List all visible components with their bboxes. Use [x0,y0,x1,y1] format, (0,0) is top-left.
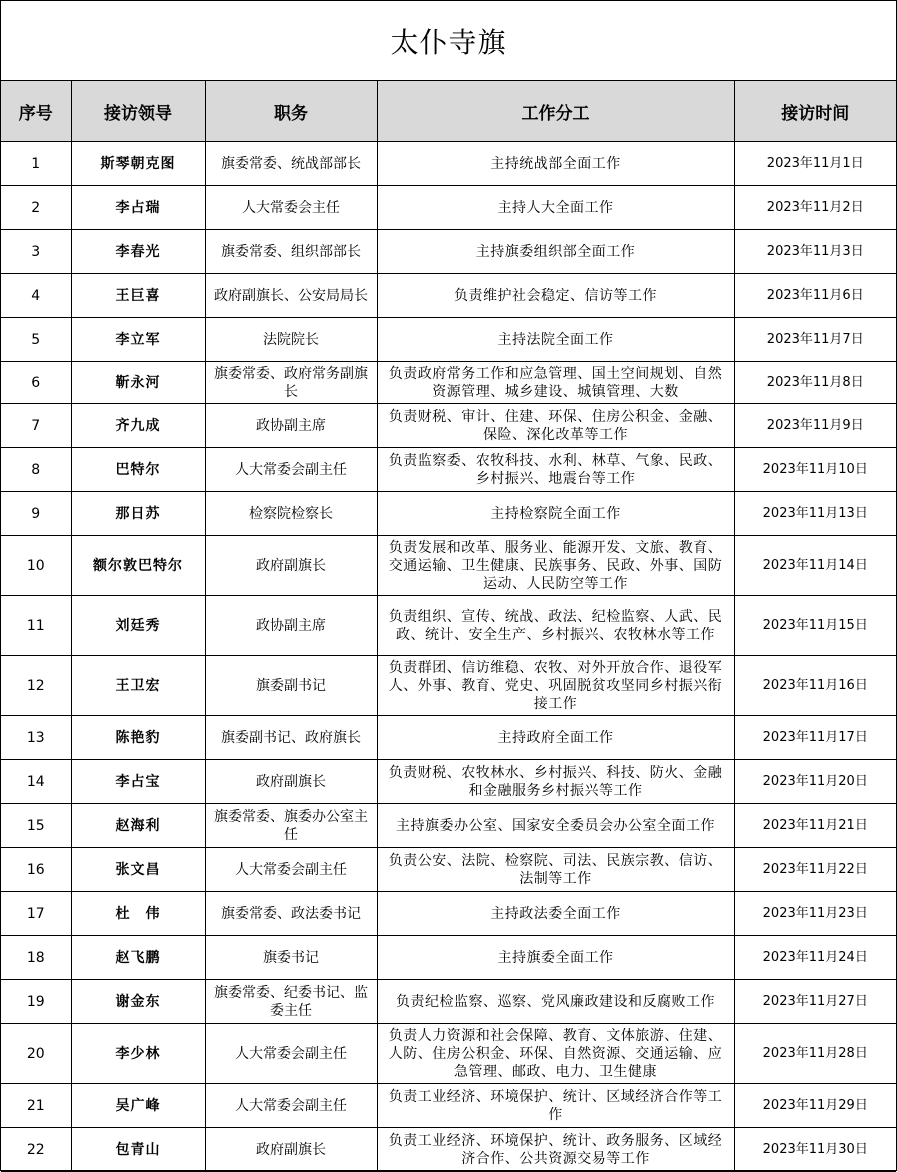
table-row [1,804,896,848]
leader-position: 政府副旗长 [205,760,377,804]
table-row [1,760,896,804]
row-number: 17 [1,892,71,936]
reception-date: 2023年11月9日 [734,404,896,448]
row-number: 19 [1,980,71,1024]
leader-position: 政府副旗长 [205,1128,377,1172]
reception-date: 2023年11月24日 [734,936,896,980]
reception-date: 2023年11月20日 [734,760,896,804]
leader-position: 政协副主席 [205,596,377,656]
leader-position: 旗委常委、组织部部长 [205,230,377,274]
row-number: 9 [1,492,71,536]
leader-position: 旗委常委、政府常务副旗长 [205,362,377,404]
duty-description: 主持旗委组织部全面工作 [377,230,734,274]
leader-name: 杜 伟 [71,892,205,936]
table-row [1,230,896,274]
leader-position: 人大常委会副主任 [205,848,377,892]
table-row [1,274,896,318]
row-number: 16 [1,848,71,892]
leader-position: 旗委副书记 [205,656,377,716]
leader-position: 政府副旗长、公安局局长 [205,274,377,318]
table-row [1,492,896,536]
duty-description: 主持政法委全面工作 [377,892,734,936]
row-number: 3 [1,230,71,274]
table-row [1,1084,896,1128]
reception-date: 2023年11月7日 [734,318,896,362]
duty-description: 主持统战部全面工作 [377,142,734,186]
duty-description: 负责发展和改革、服务业、能源开发、文旅、教育、交通运输、卫生健康、民族事务、民政、外事、国防运动、人民防空等工作 [377,536,734,596]
header-leader: 接访领导 [71,81,205,142]
reception-date: 2023年11月8日 [734,362,896,404]
leader-name: 斯琴朝克图 [71,142,205,186]
reception-date: 2023年11月23日 [734,892,896,936]
duty-description: 负责维护社会稳定、信访等工作 [377,274,734,318]
leader-name: 包青山 [71,1128,205,1172]
leader-name: 赵飞鹏 [71,936,205,980]
table-row [1,716,896,760]
row-number: 6 [1,362,71,404]
table-row [1,362,896,404]
table-row [1,596,896,656]
duty-description: 主持检察院全面工作 [377,492,734,536]
duty-description: 负责组织、宣传、统战、政法、纪检监察、人武、民政、统计、安全生产、乡村振兴、农牧林水等工作 [377,596,734,656]
duty-description: 负责财税、审计、住建、环保、住房公积金、金融、保险、深化改革等工作 [377,404,734,448]
row-number: 11 [1,596,71,656]
duty-description: 负责纪检监察、巡察、党风廉政建设和反腐败工作 [377,980,734,1024]
row-number: 20 [1,1024,71,1084]
leader-position: 政府副旗长 [205,536,377,596]
row-number: 15 [1,804,71,848]
leader-name: 巴特尔 [71,448,205,492]
row-number: 1 [1,142,71,186]
row-number: 22 [1,1128,71,1172]
table-row [1,892,896,936]
header-number: 序号 [1,81,71,142]
reception-date: 2023年11月27日 [734,980,896,1024]
row-number: 12 [1,656,71,716]
header-duty: 工作分工 [377,81,734,142]
reception-date: 2023年11月17日 [734,716,896,760]
table-row [1,404,896,448]
leader-name: 吴广峰 [71,1084,205,1128]
reception-date: 2023年11月28日 [734,1024,896,1084]
row-number: 2 [1,186,71,230]
page-title: 太仆寺旗 [390,25,507,59]
leader-name: 额尔敦巴特尔 [71,536,205,596]
reception-date: 2023年11月10日 [734,448,896,492]
leader-position: 检察院检察长 [205,492,377,536]
row-number: 5 [1,318,71,362]
leader-name: 王巨喜 [71,274,205,318]
table-row [1,186,896,230]
row-number: 7 [1,404,71,448]
table-row [1,1024,896,1084]
title-row [1,1,896,81]
table-row [1,980,896,1024]
leader-position: 旗委书记 [205,936,377,980]
header-row [1,81,896,142]
duty-description: 主持政府全面工作 [377,716,734,760]
table-row [1,936,896,980]
leader-position: 人大常委会副主任 [205,448,377,492]
leader-name: 靳永河 [71,362,205,404]
leader-position: 旗委常委、旗委办公室主任 [205,804,377,848]
reception-date: 2023年11月15日 [734,596,896,656]
table-row [1,848,896,892]
reception-date: 2023年11月30日 [734,1128,896,1172]
header-date: 接访时间 [734,81,896,142]
row-number: 18 [1,936,71,980]
reception-date: 2023年11月2日 [734,186,896,230]
reception-date: 2023年11月21日 [734,804,896,848]
header-position: 职务 [205,81,377,142]
duty-description: 负责工业经济、环境保护、统计、政务服务、区域经济合作、公共资源交易等工作 [377,1128,734,1172]
table-row [1,318,896,362]
row-number: 21 [1,1084,71,1128]
leader-position: 人大常委会主任 [205,186,377,230]
leader-name: 赵海利 [71,804,205,848]
reception-date: 2023年11月22日 [734,848,896,892]
duty-description: 负责监察委、农牧科技、水利、林草、气象、民政、乡村振兴、地震台等工作 [377,448,734,492]
row-number: 4 [1,274,71,318]
duty-description: 负责群团、信访维稳、农牧、对外开放合作、退役军人、外事、教育、党史、巩固脱贫攻坚同乡村振兴衔接工作 [377,656,734,716]
leader-position: 法院院长 [205,318,377,362]
row-number: 14 [1,760,71,804]
duty-description: 负责公安、法院、检察院、司法、民族宗教、信访、法制等工作 [377,848,734,892]
reception-date: 2023年11月3日 [734,230,896,274]
leader-position: 政协副主席 [205,404,377,448]
leader-name: 李占宝 [71,760,205,804]
leader-position: 旗委常委、统战部部长 [205,142,377,186]
duty-description: 主持旗委全面工作 [377,936,734,980]
reception-date: 2023年11月6日 [734,274,896,318]
duty-description: 负责财税、农牧林水、乡村振兴、科技、防火、金融和金融服务乡村振兴等工作 [377,760,734,804]
table-row [1,142,896,186]
leader-position: 人大常委会副主任 [205,1084,377,1128]
reception-date: 2023年11月13日 [734,492,896,536]
leader-name: 李占瑞 [71,186,205,230]
leader-position: 人大常委会副主任 [205,1024,377,1084]
duty-description: 主持人大全面工作 [377,186,734,230]
leader-name: 李春光 [71,230,205,274]
reception-date: 2023年11月16日 [734,656,896,716]
leader-name: 张文昌 [71,848,205,892]
duty-description: 负责政府常务工作和应急管理、国土空间规划、自然资源管理、城乡建设、城镇管理、大数 [377,362,734,404]
leader-name: 李少林 [71,1024,205,1084]
duty-description: 负责工业经济、环境保护、统计、区域经济合作等工作 [377,1084,734,1128]
leader-name: 那日苏 [71,492,205,536]
table-row [1,1128,896,1172]
leader-position: 旗委常委、纪委书记、监委主任 [205,980,377,1024]
leader-name: 谢金东 [71,980,205,1024]
leader-name: 齐九成 [71,404,205,448]
row-number: 13 [1,716,71,760]
reception-date: 2023年11月29日 [734,1084,896,1128]
leader-position: 旗委常委、政法委书记 [205,892,377,936]
row-number: 10 [1,536,71,596]
duty-description: 负责人力资源和社会保障、教育、文体旅游、住建、人防、住房公积金、环保、自然资源、交通运输、应急管理、邮政、电力、卫生健康 [377,1024,734,1084]
leader-name: 陈艳豹 [71,716,205,760]
leader-name: 李立军 [71,318,205,362]
table-row [1,536,896,596]
leader-name: 刘廷秀 [71,596,205,656]
reception-table [1,81,896,1172]
duty-description: 主持法院全面工作 [377,318,734,362]
row-number: 8 [1,448,71,492]
leader-position: 旗委副书记、政府旗长 [205,716,377,760]
table-row [1,656,896,716]
reception-date: 2023年11月14日 [734,536,896,596]
leader-name: 王卫宏 [71,656,205,716]
table-row [1,448,896,492]
duty-description: 主持旗委办公室、国家安全委员会办公室全面工作 [377,804,734,848]
reception-date: 2023年11月1日 [734,142,896,186]
